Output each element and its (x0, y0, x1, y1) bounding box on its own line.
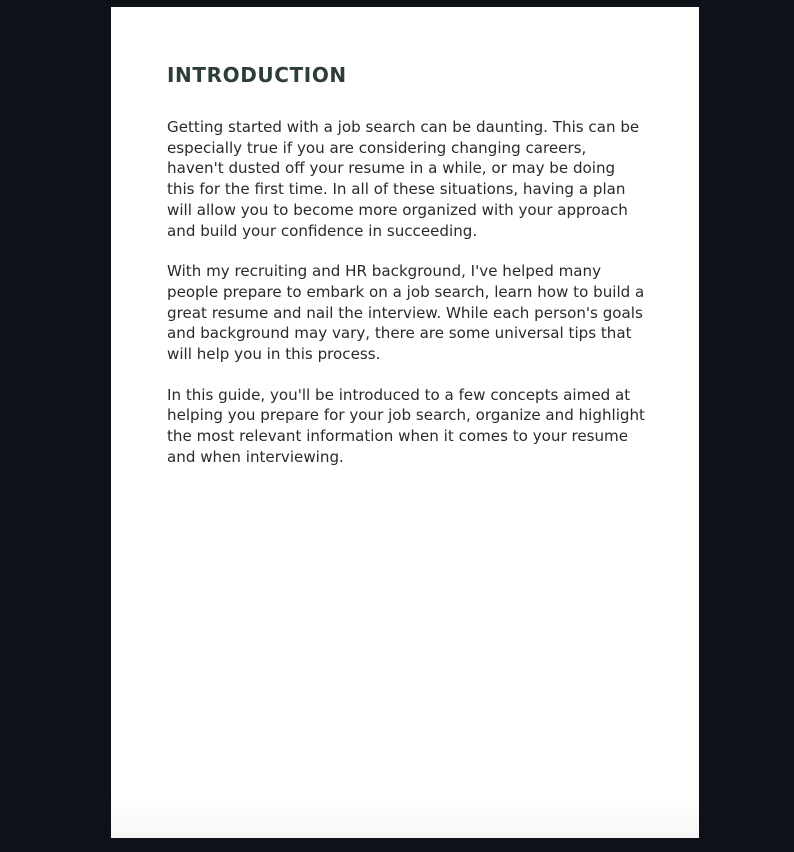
document-page (111, 7, 699, 838)
intro-paragraph-3: In this guide, you'll be introduced to a few concepts aimed at helping you prepare for your job search, organize and highlight the most relevant information when it comes to your resume and when interviewing. (167, 385, 645, 466)
page-title: INTRODUCTION (167, 63, 347, 87)
intro-paragraph-2: With my recruiting and HR background, I've helped many people prepare to embark on a job search, learn how to build a great resume and nail the interview. While each person's goals and background may vary, there are some universal tips that will help you in this process. (167, 262, 645, 364)
page-bottom-shadow (111, 798, 699, 838)
intro-paragraph-1: Getting started with a job search can be daunting. This can be especially true if you are considering changing careers, haven't dusted off your resume in a while, or may be doing this for the first time. In all of these situations, having a plan will allow you to become more organized with your approach and build your confidence in succeeding. (167, 118, 640, 240)
